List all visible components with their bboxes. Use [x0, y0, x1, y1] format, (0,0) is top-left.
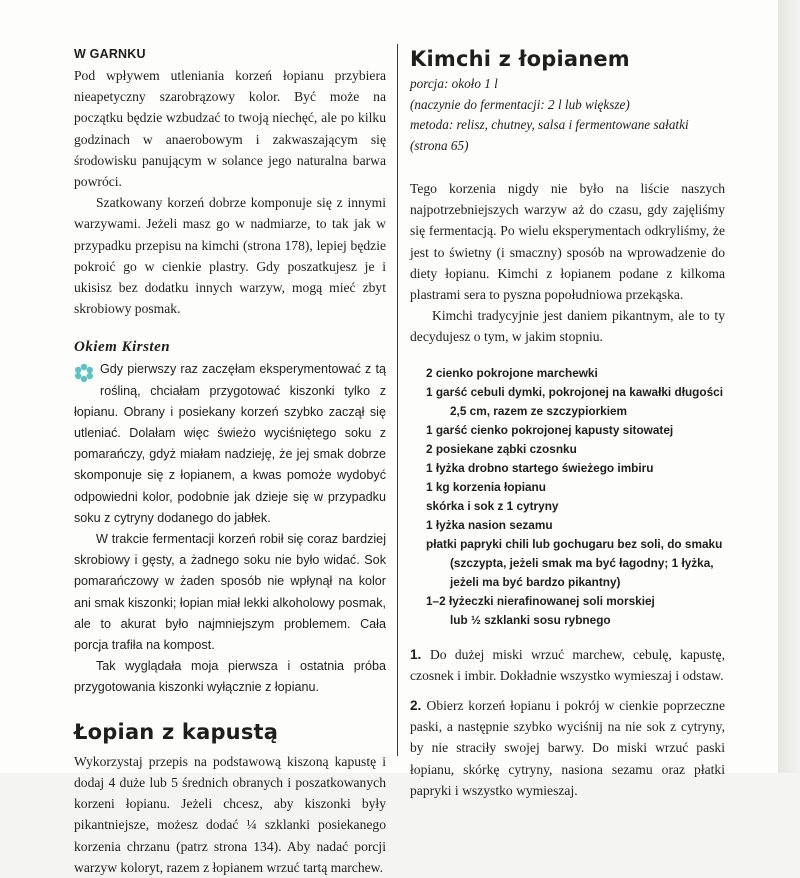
- meta-line: (naczynie do fermentacji: 2 l lub większe): [410, 96, 630, 112]
- step-text: Obierz korzeń łopianu i pokrój w cienkie poprzeczne paski, a następnie szybko wyciśnij na nie sok z cytryny, by nie straciły swojej barwy. Do miski wrzuć paski łopianu, skórkę cytryny, nasiona sezamu oraz płatki papryki i wszystko wymieszaj.: [410, 698, 725, 798]
- ingredient-item: 2 cienko pokrojone marchewki: [426, 365, 598, 380]
- paragraph: Pod wpływem utleniania korzeń łopianu przybiera nieapetyczny szarobrązowy kolor. Być może na początku będzie wzbudzać to twoją niechęć, ale po kilku godzinach w anaerobowym i zakwaszającym się środowisku panującym w solance jego naturalna barwa powróci.: [74, 68, 386, 190]
- section-heading: W GARNKU: [74, 47, 146, 61]
- ingredient-item: płatki papryki chili lub gochugaru bez soli, do smaku: [426, 536, 723, 551]
- left-column: [74, 46, 386, 878]
- ingredient-item: skórka i sok z 1 cytryny: [426, 498, 559, 513]
- step-number: 1.: [410, 646, 422, 662]
- step-number: 2.: [410, 698, 422, 714]
- ingredient-item-continuation: lub ½ szklanki sosu rybnego: [450, 612, 611, 627]
- ingredient-item: 1 kg korzenia łopianu: [426, 479, 546, 494]
- method-step: [410, 644, 725, 686]
- intro-paragraph: Kimchi tradycyjnie jest daniem pikantnym, ale to ty decydujesz o tym, w jakim stopniu.: [410, 308, 725, 345]
- meta-line: metoda: relisz, chutney, salsa i fermentowane sałatki: [410, 117, 689, 132]
- right-column: [410, 46, 725, 810]
- step-text: Do dużej miski wrzuć marchew, cebulę, kapustę, czosnek i imbir. Dokładnie wszystko wymieszaj i odstaw.: [410, 646, 725, 683]
- ingredient-item: 1 garść cienko pokrojonej kapusty sitowatej: [426, 422, 674, 437]
- recipe-title: Kimchi z łopianem: [410, 47, 630, 71]
- tip-paragraph: W trakcie fermentacji korzeń robił się coraz bardziej skrobiowy i gęsty, a żadnego soku nie było widać. Sok pomarańczowy w żaden sposób nie wpłynął na kolor ani smak kiszonki; łopian miał lekki alkoholowy posmak, ale to akurat było najmniejszym problemem. Cała porcja trafiła na kompost.: [74, 532, 386, 653]
- meta-line: porcja: około 1 l: [410, 76, 498, 91]
- ingredient-item: 1 garść cebuli dymki, pokrojonej na kawałki długości: [426, 384, 723, 399]
- ingredient-item: 1 łyżka nasion sezamu: [426, 517, 553, 532]
- tip-box: [74, 359, 386, 698]
- tip-paragraph: Tak wyglądała moja pierwsza i ostatnia próba przygotowania kiszonki wyłącznie z łopianu.: [74, 659, 386, 695]
- ingredient-item: 2 posiekane ząbki czosnku: [426, 441, 577, 456]
- ingredient-item: 1 łyżka drobno startego świeżego imbiru: [426, 460, 654, 475]
- paragraph: Szatkowany korzeń dobrze komponuje się z innymi warzywami. Jeżeli masz go w nadmiarze, to tak jak w przypadku przepisu na kimchi (strona 178), lepiej będzie pokroić go w cienkie plastry. Gdy poszatkujesz je i ukisisz bez dodatku innych warzyw, mogą mieć zbyt skrobiowy posmak.: [74, 195, 386, 317]
- page-edge: [778, 0, 800, 773]
- ingredient-list: [426, 364, 725, 630]
- ingredient-item-continuation: (szczypta, jeżeli smak ma być łagodny; 1 łyżka, jeżeli ma być bardzo pikantny): [450, 555, 714, 589]
- meta-line: (strona 65): [410, 137, 469, 153]
- recipe-title: Łopian z kapustą: [74, 719, 279, 744]
- tip-title: Okiem Kirsten: [74, 339, 171, 356]
- method-step: [410, 695, 725, 801]
- ingredient-item-continuation: 2,5 cm, razem ze szczypiorkiem: [450, 403, 628, 418]
- flower-icon: [74, 362, 94, 384]
- intro-paragraph: Tego korzenia nigdy nie było na liście naszych najpotrzebniejszych warzyw aż do czasu, gdy zajęliśmy się fermentacją. Po wielu eksperymentach odkryliśmy, że jest to świetny (i smaczny) sposób na wprowadzenie do diety łopianu. Kimchi z łopianem podane z kilkoma plastrami sera to pyszna popołudniowa przekąska.: [410, 181, 725, 303]
- recipe-text: Wykorzystaj przepis na podstawową kiszoną kapustę i dodaj 4 duże lub 5 średnich obranych i poszatkowanych korzeni łopianu. Jeżeli chcesz, aby kiszonki były pikantniejsze, możesz dodać ¼ szklanki posiekanego korzenia chrzanu (patrz strona 134). Aby nadać porcji warzyw koloryt, razem z łopianem wrzuć tartą marchew.: [74, 753, 386, 875]
- tip-paragraph: Gdy pierwszy raz zaczęłam eksperymentować z tą rośliną, chciałam przygotować kiszonki tylko z łopianu. Obrany i posiekany korzeń szybko zaczął się utleniać. Dolałam więc świeżo wyciśniętego soku z pomarańczy, gdyż miałam nadzieję, że jej smak dobrze skomponuje się z łopianem, a kwas pomoże wydobyć odpowiedni kolor, podobnie jak dzieje się w przypadku soku z cytryny dodanego do jabłek.: [74, 362, 386, 525]
- recipe-meta: [410, 74, 725, 156]
- ingredient-item: 1–2 łyżeczki nierafinowanej soli morskiej: [426, 593, 655, 608]
- column-divider: [397, 44, 398, 756]
